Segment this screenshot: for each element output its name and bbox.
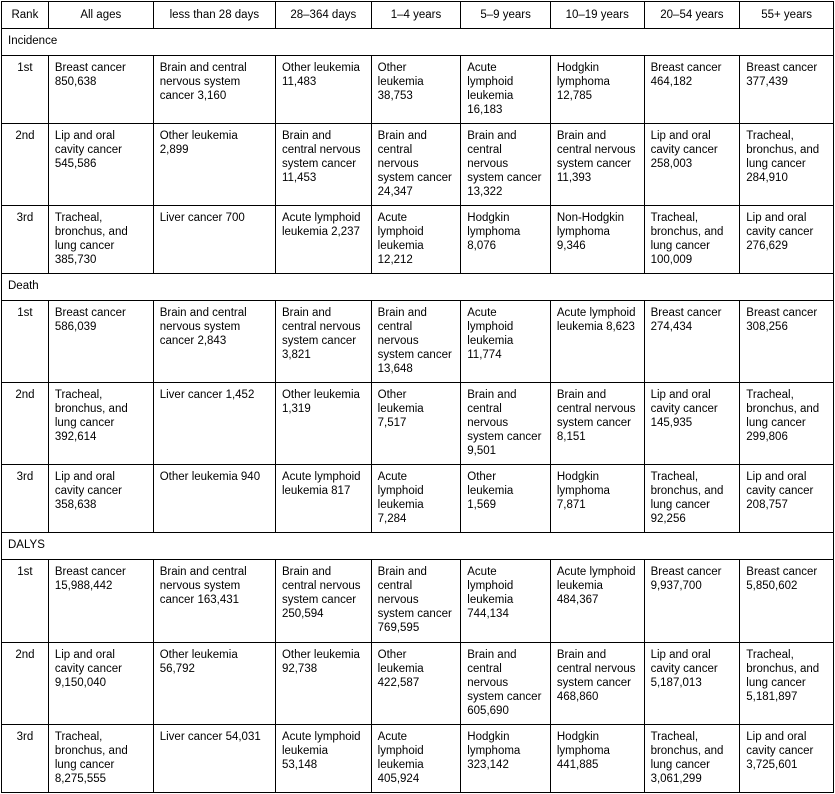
table-cell: Other leukemia 2,899 [153,124,275,206]
rank-label: 3rd [2,465,49,533]
table-cell: Acute lymphoid leukemia 484,367 [550,560,644,642]
table-row [2,206,834,274]
table-cell: Brain and central nervous system cancer 24,347 [371,124,461,206]
table-cell: Liver cancer 700 [153,206,275,274]
table-header [2,2,834,29]
table-row [2,465,834,533]
table-cell: Brain and central nervous system cancer 769,595 [371,560,461,642]
table-cell: Brain and central nervous system cancer 3,821 [275,301,371,383]
section-title-death: Death [2,274,834,301]
rank-label: 1st [2,301,49,383]
column-header-5-9-years: 5–9 years [461,2,551,29]
table-cell: Lip and oral cavity cancer 208,757 [740,465,834,533]
table-cell: Other leukemia 7,517 [371,383,461,465]
table-cell: Lip and oral cavity cancer 545,586 [48,124,153,206]
table-cell: Acute lymphoid leukemia 8,623 [550,301,644,383]
rank-label: 1st [2,56,49,124]
section-title-incidence: Incidence [2,29,834,56]
table-cell: Brain and central nervous system cancer 11,393 [550,124,644,206]
table-cell: Acute lymphoid leukemia 16,183 [461,56,551,124]
table-cell: Breast cancer 15,988,442 [48,560,153,642]
table-cell: Breast cancer 464,182 [644,56,740,124]
rank-label: 2nd [2,124,49,206]
table-cell: Acute lymphoid leukemia 405,924 [371,724,461,792]
table-cell: Breast cancer 586,039 [48,301,153,383]
table-cell: Acute lymphoid leukemia 744,134 [461,560,551,642]
table-cell: Lip and oral cavity cancer 9,150,040 [48,642,153,724]
table-cell: Acute lymphoid leukemia 12,212 [371,206,461,274]
table-cell: Tracheal, bronchus, and lung cancer 385,730 [48,206,153,274]
table-cell: Tracheal, bronchus, and lung cancer 5,181,897 [740,642,834,724]
rank-label: 3rd [2,724,49,792]
table-row [2,301,834,383]
table-cell: Breast cancer 274,434 [644,301,740,383]
table-cell: Lip and oral cavity cancer 145,935 [644,383,740,465]
rank-label: 1st [2,560,49,642]
table-cell: Brain and central nervous system cancer 468,860 [550,642,644,724]
table-row [2,642,834,724]
table-cell: Other leukemia 1,319 [275,383,371,465]
table-cell: Brain and central nervous system cancer 3,160 [153,56,275,124]
table-cell: Breast cancer 308,256 [740,301,834,383]
table-cell: Acute lymphoid leukemia 11,774 [461,301,551,383]
column-header-rank: Rank [2,2,49,29]
table-cell: Brain and central nervous system cancer 13,648 [371,301,461,383]
table-cell: Other leukemia 92,738 [275,642,371,724]
table-cell: Hodgkin lymphoma 12,785 [550,56,644,124]
table-cell: Tracheal, bronchus, and lung cancer 92,256 [644,465,740,533]
table-cell: Lip and oral cavity cancer 258,003 [644,124,740,206]
table-cell: Tracheal, bronchus, and lung cancer 8,275,555 [48,724,153,792]
table-cell: Tracheal, bronchus, and lung cancer 3,061,299 [644,724,740,792]
table-cell: Hodgkin lymphoma 8,076 [461,206,551,274]
table-cell: Tracheal, bronchus, and lung cancer 392,614 [48,383,153,465]
table-cell: Other leukemia 56,792 [153,642,275,724]
cancer-burden-table-container [0,1,835,793]
table-cell: Brain and central nervous system cancer 250,594 [275,560,371,642]
table-cell: Brain and central nervous system cancer 9,501 [461,383,551,465]
rank-label: 3rd [2,206,49,274]
table-cell: Non-Hodgkin lymphoma 9,346 [550,206,644,274]
table-cell: Brain and central nervous system cancer 11,453 [275,124,371,206]
table-cell: Breast cancer 377,439 [740,56,834,124]
table-cell: Breast cancer 9,937,700 [644,560,740,642]
section-header-row [2,274,834,301]
section-title-dalys: DALYS [2,533,834,560]
table-cell: Hodgkin lymphoma 441,885 [550,724,644,792]
table-cell: Acute lymphoid leukemia 53,148 [275,724,371,792]
table-cell: Brain and central nervous system cancer 605,690 [461,642,551,724]
table-row [2,124,834,206]
section-header-row [2,533,834,560]
table-cell: Brain and central nervous system cancer 163,431 [153,560,275,642]
table-cell: Other leukemia 1,569 [461,465,551,533]
table-cell: Brain and central nervous system cancer 13,322 [461,124,551,206]
table-cell: Other leukemia 940 [153,465,275,533]
column-header-55-plus-years: 55+ years [740,2,834,29]
table-cell: Hodgkin lymphoma 7,871 [550,465,644,533]
table-cell: Tracheal, bronchus, and lung cancer 100,009 [644,206,740,274]
table-cell: Brain and central nervous system cancer 8,151 [550,383,644,465]
column-header-all-ages: All ages [48,2,153,29]
table-cell: Tracheal, bronchus, and lung cancer 284,910 [740,124,834,206]
table-cell: Acute lymphoid leukemia 817 [275,465,371,533]
table-cell: Tracheal, bronchus, and lung cancer 299,806 [740,383,834,465]
table-cell: Breast cancer 850,638 [48,56,153,124]
table-cell: Breast cancer 5,850,602 [740,560,834,642]
table-cell: Brain and central nervous system cancer 2,843 [153,301,275,383]
table-body [2,29,834,793]
header-row [2,2,834,29]
table-cell: Other leukemia 422,587 [371,642,461,724]
column-header-less-than-28-days: less than 28 days [153,2,275,29]
table-row [2,383,834,465]
table-row [2,560,834,642]
table-cell: Lip and oral cavity cancer 358,638 [48,465,153,533]
table-cell: Acute lymphoid leukemia 7,284 [371,465,461,533]
table-row [2,724,834,792]
column-header-10-19-years: 10–19 years [550,2,644,29]
table-cell: Liver cancer 54,031 [153,724,275,792]
table-cell: Liver cancer 1,452 [153,383,275,465]
column-header-28-364-days: 28–364 days [275,2,371,29]
table-row [2,56,834,124]
column-header-1-4-years: 1–4 years [371,2,461,29]
table-cell: Other leukemia 38,753 [371,56,461,124]
section-header-row [2,29,834,56]
rank-label: 2nd [2,383,49,465]
table-cell: Hodgkin lymphoma 323,142 [461,724,551,792]
table-cell: Acute lymphoid leukemia 2,237 [275,206,371,274]
table-cell: Other leukemia 11,483 [275,56,371,124]
cancer-burden-table [1,1,834,793]
column-header-20-54-years: 20–54 years [644,2,740,29]
table-cell: Lip and oral cavity cancer 276,629 [740,206,834,274]
table-cell: Lip and oral cavity cancer 3,725,601 [740,724,834,792]
table-cell: Lip and oral cavity cancer 5,187,013 [644,642,740,724]
rank-label: 2nd [2,642,49,724]
